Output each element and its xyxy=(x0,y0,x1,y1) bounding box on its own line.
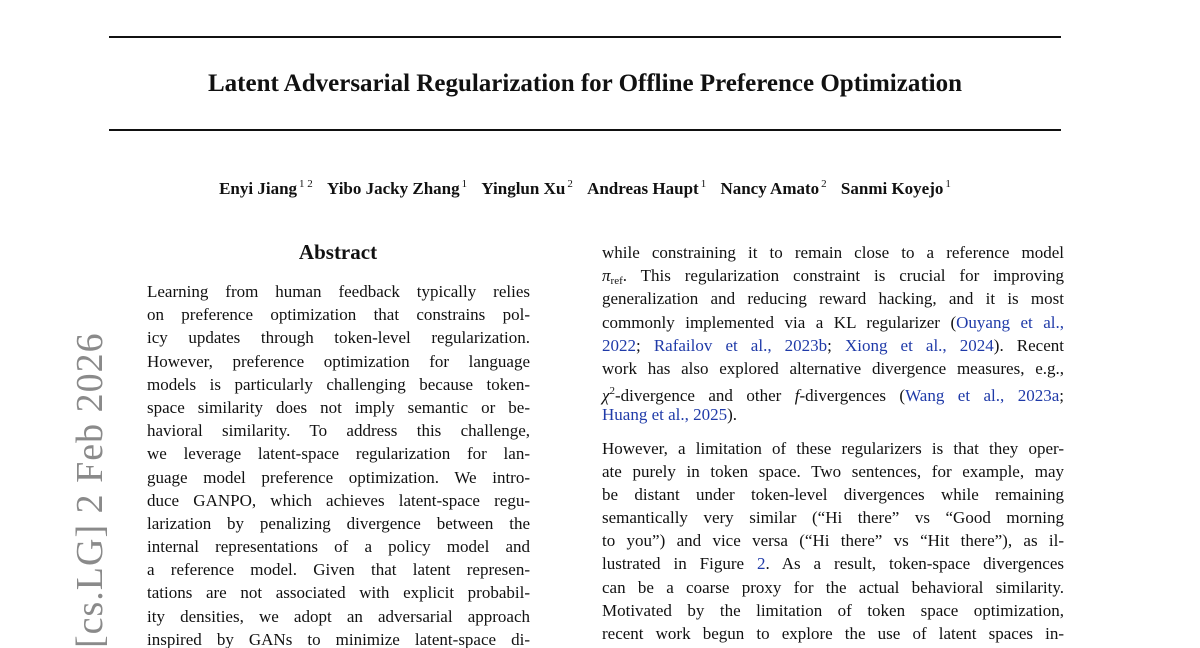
author-list xyxy=(109,173,1061,200)
abstract-line: we leverage latent-space regularization for lan- xyxy=(147,444,530,464)
abstract-line: duce GANPO, which achieves latent-space regu- xyxy=(147,490,530,510)
chi-symbol: χ xyxy=(602,386,610,406)
body-line: can be a coarse proxy for the actual behavioral similarity. xyxy=(602,577,1064,597)
body-line xyxy=(602,311,1064,334)
abstract-line: a reference model. Given that latent represen- xyxy=(147,560,530,580)
title-bottom-rule xyxy=(109,129,1061,131)
body-text: ; xyxy=(1059,386,1064,406)
author-name: Yibo Jacky Zhang xyxy=(327,179,460,198)
body-text: -divergences ( xyxy=(799,386,906,406)
author-name: Nancy Amato xyxy=(720,179,820,198)
abstract-line: icy updates through token-level regularization. xyxy=(147,328,530,348)
body-text: ; xyxy=(636,335,654,355)
body-line: generalization and reducing reward hacking, and it is most xyxy=(602,289,1064,309)
citation-link[interactable]: Xiong et al., 2024 xyxy=(844,335,994,355)
abstract-line: However, preference optimization for language xyxy=(147,351,530,371)
author-affiliation: 2 xyxy=(821,178,827,190)
citation-link[interactable]: Huang et al., 2025 xyxy=(602,405,728,425)
author-affiliation: 1 xyxy=(700,178,707,190)
body-line: Motivated by the limitation of token space optimization, xyxy=(602,600,1064,620)
body-text: . As a result, token-space divergences xyxy=(765,554,1064,574)
abstract-text xyxy=(147,280,530,648)
abstract-line: havioral similarity. To address this challenge, xyxy=(147,421,530,441)
abstract-line: internal representations of a policy model and xyxy=(147,537,530,557)
author-name: Andreas Haupt xyxy=(587,179,699,198)
abstract-line: models is particularly challenging because token- xyxy=(147,374,530,394)
body-column-right xyxy=(602,241,1064,645)
body-line xyxy=(602,334,1064,357)
body-line: ate purely in token space. Two sentences, for example, may xyxy=(602,461,1064,481)
body-line: However, a limitation of these regularizers is that they oper- xyxy=(602,438,1064,458)
body-text: -divergence and other xyxy=(614,386,795,406)
body-line: while constraining it to remain close to a reference model xyxy=(602,243,1064,262)
body-line xyxy=(602,403,1064,426)
abstract-line: on preference optimization that constrains pol- xyxy=(147,305,530,325)
body-line: be distant under token-level divergences while remaining xyxy=(602,484,1064,504)
abstract-line: ity densities, we adopt an adversarial approach xyxy=(147,606,530,626)
author xyxy=(219,179,313,198)
body-paragraph xyxy=(602,241,1064,427)
abstract-line: inspired by GANs to minimize latent-space di- xyxy=(147,629,530,648)
author-name: Sanmi Koyejo xyxy=(840,179,944,198)
body-line xyxy=(602,264,1064,287)
arxiv-side-stamp: [cs.LG] 2 Feb 2026 xyxy=(69,332,111,648)
author-affiliation: 1 xyxy=(945,178,951,190)
body-line xyxy=(602,552,1064,575)
author-name: Yinglun Xu xyxy=(481,179,566,198)
abstract-line: tations are not associated with explicit probabil- xyxy=(147,583,530,603)
body-line: work has also explored alternative divergence measures, e.g., xyxy=(602,358,1064,378)
body-text: . This regularization constraint is crucial for improving xyxy=(622,266,1064,286)
author xyxy=(327,179,467,198)
chi-superscript: 2 xyxy=(609,385,615,398)
citation-link[interactable]: 2022 xyxy=(602,335,636,355)
body-line: semantically very similar (“Hi there” vs “Good morning xyxy=(602,508,1064,528)
abstract-heading: Abstract xyxy=(298,240,378,264)
body-text: commonly implemented via a KL regularizer ( xyxy=(602,312,957,332)
abstract-line: space similarity does not imply semantic or be- xyxy=(147,397,530,417)
ref-subscript: ref xyxy=(610,275,623,288)
figure-ref-link[interactable]: 2 xyxy=(756,554,766,574)
body-text: ). xyxy=(727,405,738,425)
citation-link[interactable]: Wang et al., 2023a xyxy=(905,386,1060,406)
author-name: Enyi Jiang xyxy=(219,179,298,198)
paper-title: Latent Adversarial Regularization for Offline Preference Optimization xyxy=(207,70,963,97)
paragraph-gap xyxy=(602,427,1064,437)
body-line: recent work begun to explore the use of latent spaces in- xyxy=(602,624,1064,643)
author-affiliation: 1 2 xyxy=(299,178,313,190)
author xyxy=(481,179,572,198)
author xyxy=(720,179,826,198)
pi-symbol: π xyxy=(602,266,611,286)
citation-link[interactable]: Ouyang et al., xyxy=(956,312,1064,332)
abstract-line: guage model preference optimization. We intro- xyxy=(147,467,530,487)
author-affiliation: 2 xyxy=(567,178,573,190)
f-symbol: f xyxy=(794,386,800,406)
body-paragraph xyxy=(602,437,1064,646)
author xyxy=(587,179,706,198)
body-line xyxy=(602,380,1064,406)
abstract-line: larization by penalizing divergence between the xyxy=(147,513,530,533)
abstract-line: Learning from human feedback typically relies xyxy=(147,282,530,301)
citation-link[interactable]: Rafailov et al., 2023b xyxy=(653,335,828,355)
author-affiliation: 1 xyxy=(461,178,468,190)
body-text: ). Recent xyxy=(993,335,1064,355)
title-top-rule xyxy=(109,36,1061,38)
body-line: to you”) and vice versa (“Hi there” vs “Hit there”), as il- xyxy=(602,531,1064,551)
body-text: lustrated in Figure xyxy=(602,554,757,574)
author xyxy=(841,179,951,198)
body-text: ; xyxy=(827,335,845,355)
